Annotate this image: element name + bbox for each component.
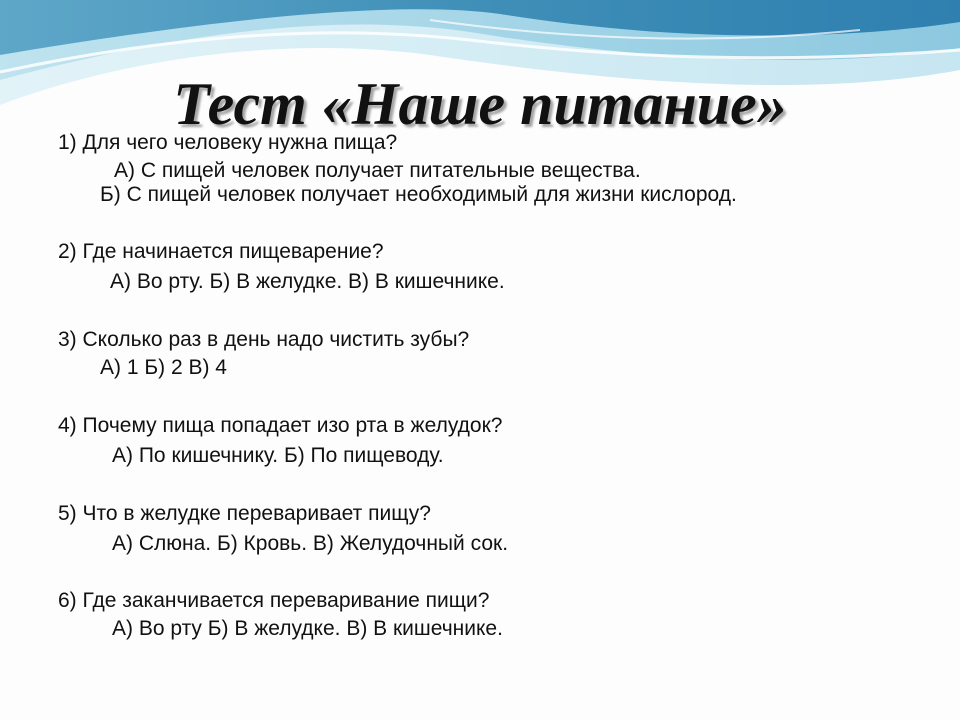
question-2-answers: А) Во рту. Б) В желудке. В) В кишечнике. — [110, 270, 505, 293]
question-6-answers: А) Во рту Б) В желудке. В) В кишечнике. — [112, 617, 503, 640]
question-6: 6) Где заканчивается переваривание пищи? — [58, 589, 490, 612]
question-5: 5) Что в желудке переваривает пищу? — [58, 502, 431, 525]
question-3: 3) Сколько раз в день надо чистить зубы? — [58, 328, 470, 351]
slide-title: Тест «Наше питание» — [173, 71, 787, 137]
question-4: 4) Почему пища попадает изо рта в желудок? — [58, 414, 503, 437]
question-3-answers: А) 1 Б) 2 В) 4 — [100, 356, 227, 379]
question-4-answers: А) По кишечнику. Б) По пищеводу. — [112, 444, 444, 467]
question-1-answer-b: Б) С пищей человек получает необходимый для жизни кислород. — [100, 183, 737, 206]
question-1: 1) Для чего человеку нужна пища? — [58, 131, 398, 154]
question-5-answers: А) Слюна. Б) Кровь. В) Желудочный сок. — [112, 532, 509, 555]
question-2: 2) Где начинается пищеварение? — [58, 240, 384, 263]
question-1-answer-a: А) С пищей человек получает питательные вещества. — [114, 159, 641, 182]
